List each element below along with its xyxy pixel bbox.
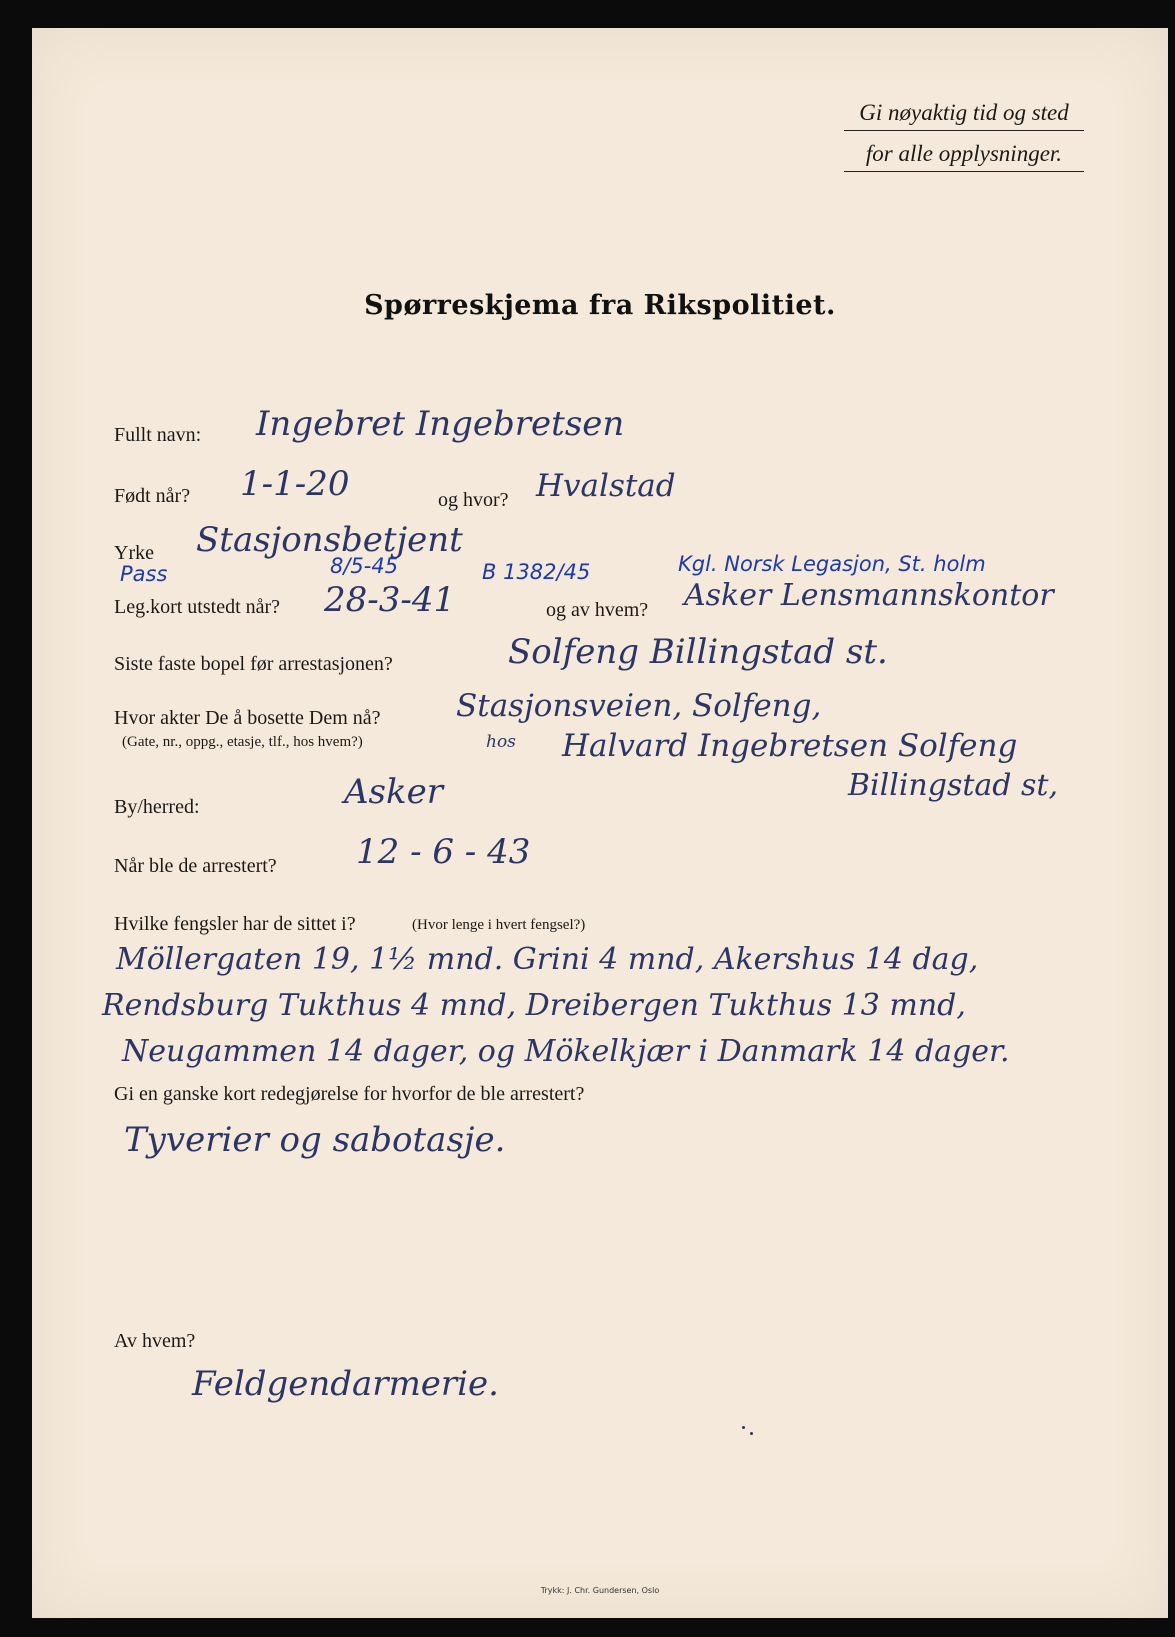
prisons-line-3: Neugammen 14 dager, og Mökelkjær i Danmark 14 dager. bbox=[122, 1034, 1010, 1069]
prisons-line-1: Möllergaten 19, 1½ mnd. Grini 4 mnd, Akershus 14 dag, bbox=[116, 942, 979, 977]
notice-line-1: Gi nøyaktig tid og sted bbox=[844, 100, 1084, 131]
municipality-value: Asker bbox=[344, 772, 443, 812]
municipality-label: By/herred: bbox=[114, 796, 200, 818]
pass-date: 8/5-45 bbox=[330, 554, 399, 578]
prisons-line-2: Rendsburg Tukthus 4 mnd, Dreibergen Tukthus 13 mnd, bbox=[102, 988, 966, 1023]
pass-number: B 1382/45 bbox=[482, 560, 591, 584]
by-whom-label: Av hvem? bbox=[114, 1330, 196, 1352]
legkort-when-label: Leg.kort utstedt når? bbox=[114, 596, 281, 618]
last-address-label: Siste faste bopel før arrestasjonen? bbox=[114, 653, 393, 675]
future-address-label: Hvor akter De å bosette Dem nå? bbox=[114, 707, 381, 729]
legkort-by-value: Asker Lensmannskontor bbox=[684, 578, 1054, 613]
born-when-label: Født når? bbox=[114, 485, 191, 507]
legkort-when-value: 28-3-41 bbox=[324, 580, 456, 620]
reason-label: Gi en ganske kort redegjørelse for hvorfor de ble arrestert? bbox=[114, 1083, 585, 1105]
pass-label: Pass bbox=[120, 562, 168, 586]
occupation-value: Stasjonsbetjent bbox=[196, 520, 463, 560]
born-when-value: 1-1-20 bbox=[240, 464, 350, 504]
form-title: Spørreskjema fra Rikspolitiet. bbox=[364, 290, 836, 321]
reason-value: Tyverier og sabotasje. bbox=[124, 1120, 506, 1160]
printer-imprint: Trykk: J. Chr. Gundersen, Oslo bbox=[540, 1586, 660, 1595]
instruction-notice bbox=[844, 100, 1084, 182]
future-address-line-2: Halvard Ingebretsen Solfeng bbox=[562, 728, 1018, 764]
full-name-label: Fullt navn: bbox=[114, 424, 202, 446]
future-address-hos: hos bbox=[486, 732, 516, 752]
by-whom-value: Feldgendarmerie. bbox=[192, 1364, 499, 1404]
full-name-value: Ingebret Ingebretsen bbox=[256, 404, 625, 444]
legkort-by-label: og av hvem? bbox=[546, 599, 649, 621]
future-address-line-3: Billingstad st, bbox=[848, 768, 1059, 803]
pass-issuer: Kgl. Norsk Legasjon, St. holm bbox=[678, 552, 986, 576]
last-address-value: Solfeng Billingstad st. bbox=[508, 632, 888, 672]
arrested-when-value: 12 - 6 - 43 bbox=[356, 832, 531, 872]
arrested-when-label: Når ble de arrestert? bbox=[114, 855, 277, 877]
future-address-line-1: Stasjonsveien, Solfeng, bbox=[456, 688, 822, 724]
form-sheet bbox=[32, 28, 1168, 1618]
prisons-label: Hvilke fengsler har de sittet i? bbox=[114, 913, 356, 935]
ink-dot bbox=[742, 1426, 745, 1429]
born-where-label: og hvor? bbox=[438, 489, 509, 511]
ink-dot bbox=[750, 1432, 753, 1435]
notice-line-2: for alle opplysninger. bbox=[844, 141, 1084, 172]
prisons-hint: (Hvor lenge i hvert fengsel?) bbox=[412, 917, 586, 933]
future-address-hint: (Gate, nr., oppg., etasje, tlf., hos hvem?) bbox=[122, 734, 363, 750]
occupation-label: Yrke bbox=[114, 542, 154, 564]
born-where-value: Hvalstad bbox=[536, 468, 676, 504]
